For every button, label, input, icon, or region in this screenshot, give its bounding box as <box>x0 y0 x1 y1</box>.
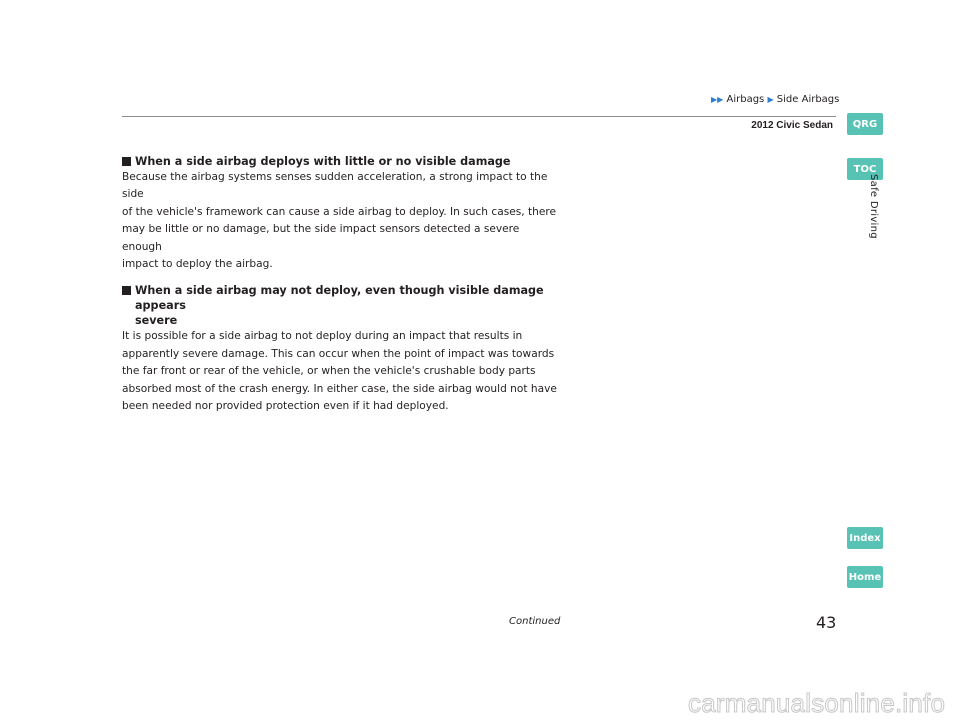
home-button[interactable]: Home <box>847 566 883 588</box>
section-label: Safe Driving <box>868 174 879 239</box>
watermark: carmanualsonline.info <box>688 688 946 718</box>
page-number: 43 <box>816 613 837 632</box>
breadcrumb-item-airbags[interactable]: Airbags <box>726 94 765 105</box>
square-bullet-icon <box>122 157 131 166</box>
header-divider <box>122 116 836 117</box>
breadcrumb-item-side-airbags: Side Airbags <box>776 94 840 105</box>
toc-button[interactable]: TOC <box>847 158 883 180</box>
qrg-button[interactable]: QRG <box>847 113 883 135</box>
square-bullet-icon <box>122 286 131 295</box>
section-heading: When a side airbag deploys with little or no visible damage <box>122 154 562 169</box>
main-content <box>122 154 562 415</box>
breadcrumb <box>711 94 839 105</box>
index-button[interactable]: Index <box>847 527 883 549</box>
model-label: 2012 Civic Sedan <box>751 120 833 131</box>
section-body: Because the airbag systems senses sudden acceleration, a strong impact to the side of the vehicle's framework can cause a side airbag to deploy. In such cases, there may be little or no damage, but the side impact sensors detected a severe enough impact to deploy the airbag. <box>122 171 557 271</box>
arrow-right-icon: ▶ <box>767 95 774 104</box>
arrow-right-icon: ▶▶ <box>711 95 724 104</box>
section-body: It is possible for a side airbag to not deploy during an impact that results in apparently severe damage. This can occur when the point of impact was towards the far front or rear of the vehicle, or when the vehicle's crushable body parts absorbed most of the crash energy. In either case, the side airbag would not have been needed nor provided protection even if it had deployed. <box>122 330 557 413</box>
continued-label: Continued <box>509 616 561 627</box>
section-heading: When a side airbag may not deploy, even though visible damage appears severe <box>122 283 562 328</box>
